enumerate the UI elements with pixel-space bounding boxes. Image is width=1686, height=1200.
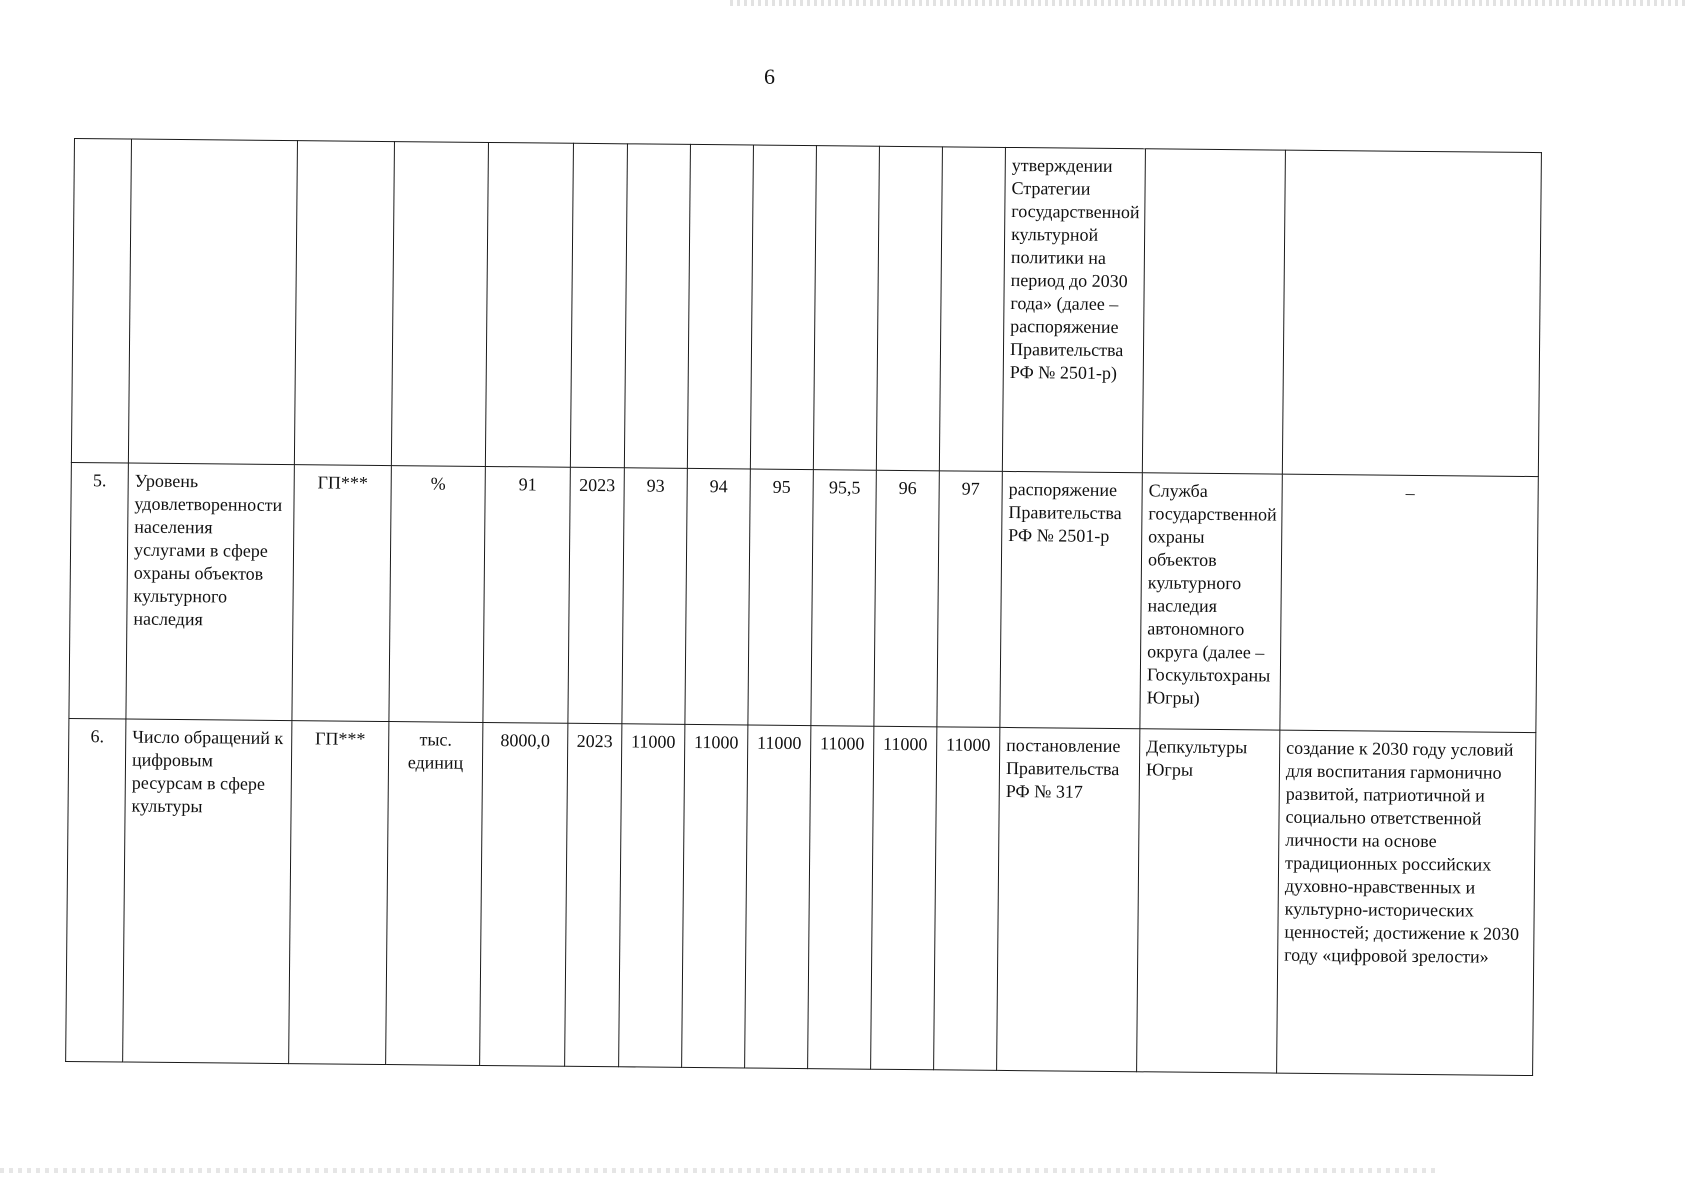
cell-responsible bbox=[1142, 149, 1285, 474]
indicators-table bbox=[65, 138, 1542, 1076]
goal-dash: – bbox=[1405, 482, 1415, 503]
cell-value-3: 95 bbox=[748, 469, 813, 726]
cell-base-value: 91 bbox=[483, 466, 570, 723]
cell-value-6: 97 bbox=[937, 471, 1002, 728]
cell-responsible: Депкультуры Югры bbox=[1137, 729, 1280, 1073]
cell-goal: создание к 2030 году условий для воспитания гармонично развитой, патриотичной и социально ответственной личности на основе традиционных российских духовно-нравственных и культурно-исторических ценностей; достижение к 2030 году «цифровой зрелости» bbox=[1277, 730, 1536, 1075]
cell-basis: распоряжение Правительства РФ № 2501-р bbox=[1000, 471, 1142, 728]
cell-value-2: 11000 bbox=[682, 724, 748, 1068]
scan-edge-bottom bbox=[0, 1168, 1440, 1173]
cell-value-2: 94 bbox=[685, 468, 750, 725]
cell-basis: постановление Правительства РФ № 317 bbox=[997, 727, 1140, 1071]
cell-base-value: 8000,0 bbox=[480, 722, 568, 1066]
cell-base-year: 2023 bbox=[565, 723, 622, 1067]
table-row bbox=[69, 462, 1538, 732]
cell-no bbox=[71, 139, 131, 464]
document-sheet bbox=[65, 138, 1542, 1076]
cell-base-year: 2023 bbox=[568, 467, 624, 724]
cell-value-2 bbox=[687, 144, 753, 469]
cell-name bbox=[128, 139, 297, 465]
cell-unit: % bbox=[389, 466, 485, 723]
cell-value-3 bbox=[750, 145, 816, 470]
cell-value-5 bbox=[876, 146, 942, 471]
cell-unit bbox=[391, 142, 488, 467]
cell-value-5: 11000 bbox=[871, 726, 937, 1070]
cell-value-4: 95,5 bbox=[811, 470, 876, 727]
cell-name: Уровень удовлетворенности населения услугами в сфере охраны объектов культурного наследия bbox=[126, 463, 294, 721]
page-number: 6 bbox=[764, 64, 775, 89]
cell-value-5: 96 bbox=[874, 470, 939, 727]
cell-base-value bbox=[485, 142, 573, 467]
cell-responsible: Служба государственной охраны объектов культурного наследия автономного округа (далее – Госкультохраны Югры) bbox=[1140, 473, 1282, 730]
cell-value-6 bbox=[939, 147, 1005, 472]
cell-value-1: 93 bbox=[622, 468, 687, 725]
cell-level bbox=[294, 141, 394, 466]
cell-goal bbox=[1280, 474, 1538, 732]
cell-base-year bbox=[570, 143, 627, 468]
cell-no: 6. bbox=[66, 718, 126, 1062]
cell-value-6: 11000 bbox=[934, 727, 1000, 1071]
cell-no: 5. bbox=[69, 462, 128, 719]
cell-value-1 bbox=[624, 144, 690, 469]
cell-name: Число обращений к цифровым ресурсам в сфере культуры bbox=[123, 719, 292, 1064]
cell-value-4: 11000 bbox=[808, 726, 874, 1070]
cell-value-1: 11000 bbox=[619, 724, 685, 1068]
table-row bbox=[66, 718, 1536, 1075]
cell-goal bbox=[1282, 150, 1541, 476]
cell-value-4 bbox=[813, 146, 879, 471]
cell-value-3: 11000 bbox=[745, 725, 811, 1069]
cell-level: ГП*** bbox=[289, 721, 389, 1065]
cell-level: ГП*** bbox=[292, 465, 391, 722]
cell-unit: тыс. единиц bbox=[386, 722, 483, 1066]
table-row bbox=[71, 139, 1541, 477]
cell-basis: утверждении Стратегии государственной культурной политики на период до 2030 года» (далее – распоряжение Правительства РФ № 2501-р) bbox=[1002, 147, 1145, 472]
scan-edge-top bbox=[730, 0, 1686, 6]
